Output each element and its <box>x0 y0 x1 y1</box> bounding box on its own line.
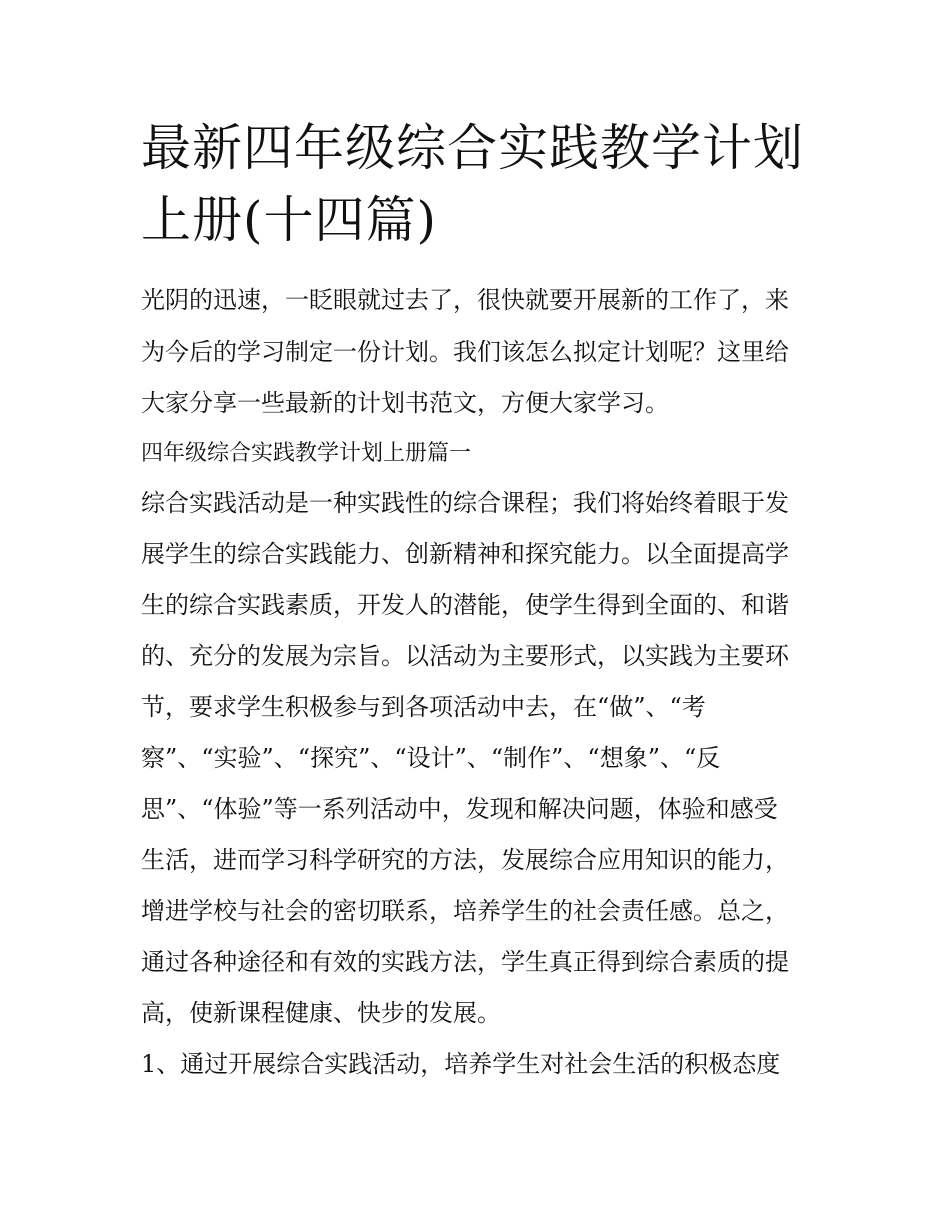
list-item-1: 1、通过开展综合实践活动，培养学生对社会生活的积极态度 <box>141 1050 781 1078</box>
document-title <box>141 112 821 256</box>
body-line: 通过各种途径和有效的实践方法，学生真正得到综合素质的提 <box>141 948 789 976</box>
body-line: 综合实践活动是一种实践性的综合课程；我们将始终着眼于发 <box>141 489 789 517</box>
body-line: 高，使新课程健康、快步的发展。 <box>141 999 501 1027</box>
intro-line: 为今后的学习制定一份计划。我们该怎么拟定计划呢？这里给 <box>141 338 789 366</box>
body-line: 展学生的综合实践能力、创新精神和探究能力。以全面提高学 <box>141 540 789 568</box>
body-line: 生的综合实践素质，开发人的潜能，使学生得到全面的、和谐 <box>141 591 789 619</box>
title-line-1: 最新四年级综合实践教学计划 <box>141 119 804 177</box>
body-line: 增进学校与社会的密切联系，培养学生的社会责任感。总之， <box>141 897 789 925</box>
body-line: 思”、“体验”等一系列活动中，发现和解决问题，体验和感受 <box>141 795 778 823</box>
body-line: 节，要求学生积极参与到各项活动中去，在“做”、“考 <box>141 693 706 721</box>
intro-line: 光阴的迅速，一眨眼就过去了，很快就要开展新的工作了，来 <box>141 286 789 314</box>
body-line: 生活，进而学习科学研究的方法，发展综合应用知识的能力， <box>141 846 789 874</box>
body-line: 的、充分的发展为宗旨。以活动为主要形式，以实践为主要环 <box>141 642 789 670</box>
intro-line: 大家分享一些最新的计划书范文，方便大家学习。 <box>141 389 669 417</box>
body-line: 察”、“实验”、“探究”、“设计”、“制作”、“想象”、“反 <box>141 744 721 772</box>
section-heading: 四年级综合实践教学计划上册篇一 <box>141 441 472 466</box>
title-line-2: 上册(十四篇) <box>141 191 438 249</box>
